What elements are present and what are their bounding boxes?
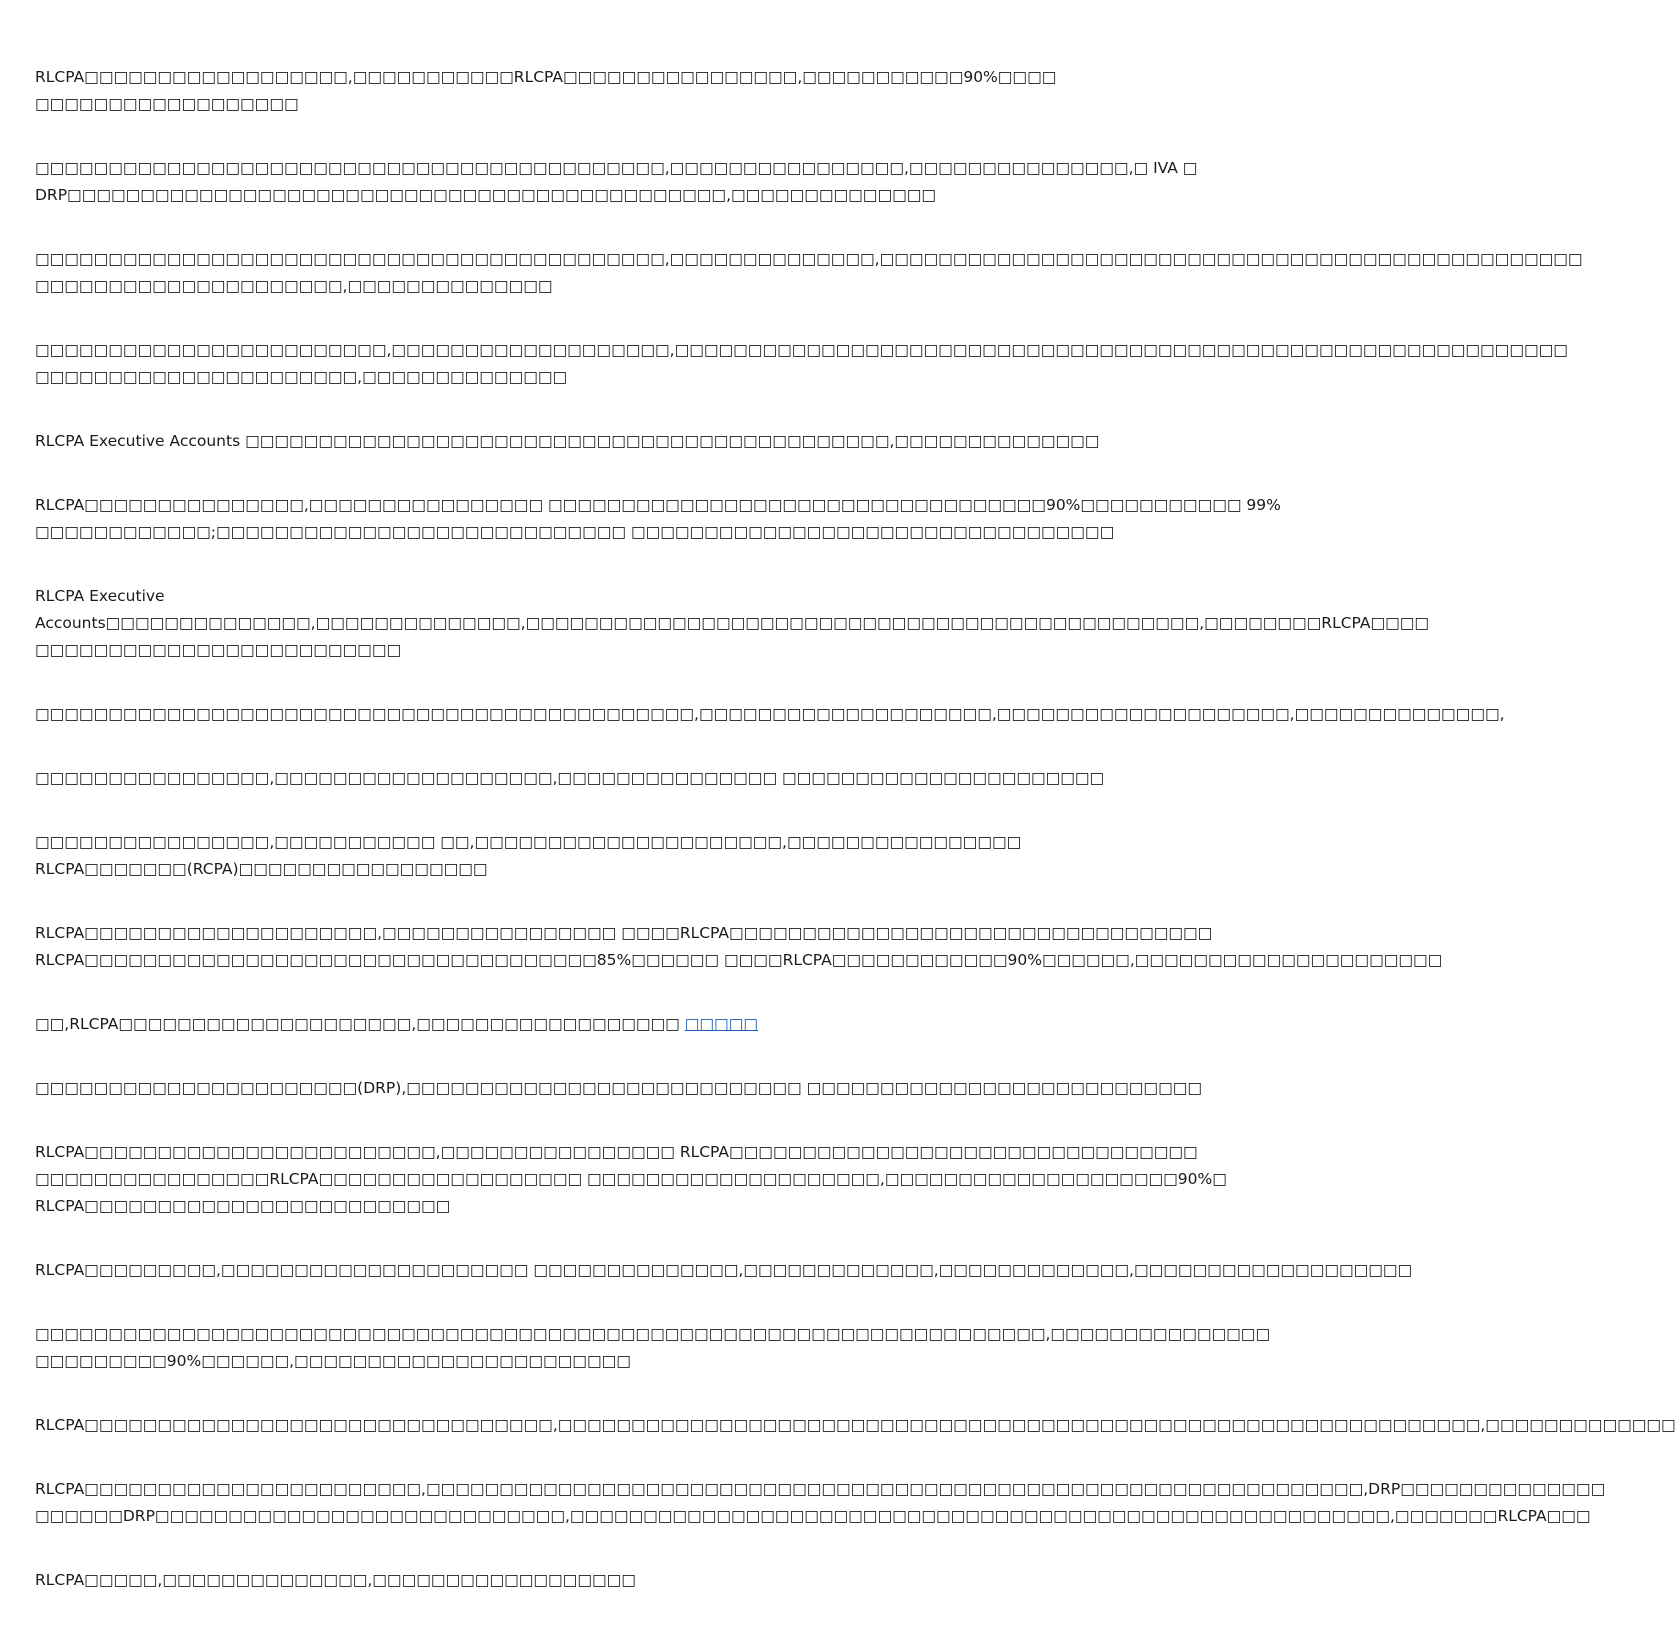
paragraph-15 <box>35 1257 1413 1284</box>
text-line: RLCPA Executive Accounts □□□□□□□□□□□□□□□□□□□□□□□□□□□□□□□□□□□□□□□□□□□□,□□□□□□□□□□□□□□ <box>35 432 1100 450</box>
text-line: Accounts□□□□□□□□□□□□□□,□□□□□□□□□□□□□□,□□□□□□□□□□□□□□□□□□□□□□□□□□□□□□□□□□□□□□□□□□□□□□,□□□□□□□□RLCPA□□□□ <box>35 614 1430 632</box>
text-line: RLCPA□□□□□□□□□□□□□□□□□□□□□□□□□ <box>35 1197 451 1215</box>
text-line: □□□□□□□□□□□□□□□□,□□□□□□□□□□□ □□,□□□□□□□□□□□□□□□□□□□□□,□□□□□□□□□□□□□□□□ <box>35 833 1022 851</box>
text-line: RLCPA□□□□□□□□□□□□□□□□□□□□,□□□□□□□□□□□□□□□□ □□□□RLCPA□□□□□□□□□□□□□□□□□□□□□□□□□□□□□□□□□ <box>35 924 1213 942</box>
text-line: □□□□□□□□□□□□;□□□□□□□□□□□□□□□□□□□□□□□□□□□□ □□□□□□□□□□□□□□□□□□□□□□□□□□□□□□□□□ <box>35 523 1115 541</box>
text-line: □□□□□□□□□□□□□□□□□□□□□□□□,□□□□□□□□□□□□□□□□□□□,□□□□□□□□□□□□□□□□□□□□□□□□□□□□□□□□□□□□□□□□□□□□□□□□□□□□□□□□□□□□□ <box>35 341 1568 359</box>
paragraph-5 <box>35 428 1100 455</box>
text-line: □□□□□□□□□□□□□□□□RLCPA□□□□□□□□□□□□□□□□□□ □□□□□□□□□□□□□□□□□□□□,□□□□□□□□□□□□□□□□□□□□90%□ <box>35 1170 1227 1188</box>
paragraph-18 <box>35 1476 1606 1530</box>
text-line: RLCPA□□□□□,□□□□□□□□□□□□□□,□□□□□□□□□□□□□□□□□□ <box>35 1571 636 1589</box>
text-line: RLCPA□□□□□□□□□□□□□□□,□□□□□□□□□□□□□□□□ □□□□□□□□□□□□□□□□□□□□□□□□□□□□□□□□□□90%□□□□□□□□□□□ 99% <box>35 496 1281 514</box>
paragraph-13 <box>35 1075 1203 1102</box>
paragraph-19 <box>35 1567 990 1594</box>
text-line: □□□□□□□□□□□□□□□□□□□□□□□□□□□□□□□□□□□□□□□□□□□,□□□□□□□□□□□□□□,□□□□□□□□□□□□□□□□□□□□□□□□□□□□□□□□□□□□□□□□□□□□□□□□ <box>35 250 1583 268</box>
text-line: □□□□□□□□□□□□□□□□□□□□□□□□□□□□□□□□□□□□□□□□□□□□□□□□□□□□□□□□□□□□□□□□□□□□□,□□□□□□□□□□□□□□□ <box>35 1325 1271 1343</box>
paragraph-10 <box>35 829 1022 883</box>
paragraph-17 <box>35 1412 1676 1439</box>
paragraph-14 <box>35 1139 1227 1220</box>
text-run: □□,RLCPA□□□□□□□□□□□□□□□□□□□□,□□□□□□□□□□□□□□□□□□ <box>35 1015 685 1033</box>
text-line: RLCPA□□□□□□□□□□□□□□□□□□□□□□□□,□□□□□□□□□□□□□□□□ RLCPA□□□□□□□□□□□□□□□□□□□□□□□□□□□□□□□□ <box>35 1143 1198 1161</box>
paragraph-2 <box>35 155 1198 209</box>
text-line: □□□□□□□□□□□□□□□□□□□□□□(DRP),□□□□□□□□□□□□□□□□□□□□□□□□□□□ □□□□□□□□□□□□□□□□□□□□□□□□□□□ <box>35 1079 1203 1097</box>
inline-link[interactable]: □□□□□ <box>684 1015 758 1033</box>
text-line: RLCPA□□□□□□□□□,□□□□□□□□□□□□□□□□□□□□□ □□□□□□□□□□□□□□,□□□□□□□□□□□□□,□□□□□□□□□□□□□,□□□□□□□□□□□□□□□□□□□ <box>35 1261 1413 1279</box>
text-line: □□□□□□□□□□□□□□□□□□□□□□□□□□□□□□□□□□□□□□□□□□□,□□□□□□□□□□□□□□□□,□□□□□□□□□□□□□□□,□ IVA □ <box>35 159 1198 177</box>
paragraph-12 <box>35 1011 990 1038</box>
text-line: RLCPA Executive <box>35 587 165 605</box>
text-line: □□□□□□DRP□□□□□□□□□□□□□□□□□□□□□□□□□□□□,□□□□□□□□□□□□□□□□□□□□□□□□□□□□□□□□□□□□□□□□□□□□□□□□□□□□□□□□,□□□□□□□RLCPA□□□ <box>35 1507 1591 1525</box>
text-line: □□□□□□□□□□□□□□□□□□□□□,□□□□□□□□□□□□□□ <box>35 277 553 295</box>
text-line: □□□□□□□□□□□□□□□□□□□□□□□□□ <box>35 641 402 659</box>
paragraph-9 <box>35 765 1105 792</box>
text-line: □□□□□□□□□□□□□□□□,□□□□□□□□□□□□□□□□□□□,□□□□□□□□□□□□□□□ □□□□□□□□□□□□□□□□□□□□□□ <box>35 769 1105 787</box>
text-line: DRP□□□□□□□□□□□□□□□□□□□□□□□□□□□□□□□□□□□□□□□□□□□□□,□□□□□□□□□□□□□□ <box>35 186 937 204</box>
text-line <box>35 1011 990 1038</box>
paragraph-4 <box>35 337 1568 391</box>
text-line: RLCPA□□□□□□□□□□□□□□□□□□□□□□□,□□□□□□□□□□□□□□□□□□□□□□□□□□□□□□□□□□□□□□□□□□□□□□□□□□□□□□□□□□□□□□□□,DRP□□□□□□□□□□□□□□ <box>35 1480 1606 1498</box>
paragraph-8 <box>35 701 1505 728</box>
paragraph-1 <box>35 64 1057 118</box>
text-line: RLCPA□□□□□□□□□□□□□□□□□□□□□□□□□□□□□□□□□□□85%□□□□□□ □□□□RLCPA□□□□□□□□□□□□90%□□□□□□,□□□□□□□□□□□□□□□□□□□□□ <box>35 951 1443 969</box>
text-line: RLCPA□□□□□□□(RCPA)□□□□□□□□□□□□□□□□□ <box>35 860 488 878</box>
text-line: □□□□□□□□□90%□□□□□□,□□□□□□□□□□□□□□□□□□□□□□□ <box>35 1352 631 1370</box>
text-line: RLCPA□□□□□□□□□□□□□□□□□□□□□□□□□□□□□□□□,□□□□□□□□□□□□□□□□□□□□□□□□□□□□□□□□□□□□□□□□□□□□□□□□□□□□□□□□□□□□□□□,□□□□□□□□□□□□□ <box>35 1416 1676 1434</box>
paragraph-6 <box>35 492 1281 546</box>
text-line: □□□□□□□□□□□□□□□□□□ <box>35 95 299 113</box>
paragraph-3 <box>35 246 1583 300</box>
paragraph-11 <box>35 920 1443 974</box>
document-body <box>35 64 1676 1631</box>
paragraph-7 <box>35 583 1430 664</box>
text-line: □□□□□□□□□□□□□□□□□□□□□□□□□□□□□□□□□□□□□□□□□□□□□,□□□□□□□□□□□□□□□□□□□□,□□□□□□□□□□□□□□□□□□□□,□□□□□□□□□□□□□□, <box>35 705 1505 723</box>
text-line: □□□□□□□□□□□□□□□□□□□□□□,□□□□□□□□□□□□□□ <box>35 368 568 386</box>
text-line: RLCPA□□□□□□□□□□□□□□□□□□,□□□□□□□□□□□RLCPA□□□□□□□□□□□□□□□□,□□□□□□□□□□□90%□□□□ <box>35 68 1057 86</box>
paragraph-16 <box>35 1321 1271 1375</box>
